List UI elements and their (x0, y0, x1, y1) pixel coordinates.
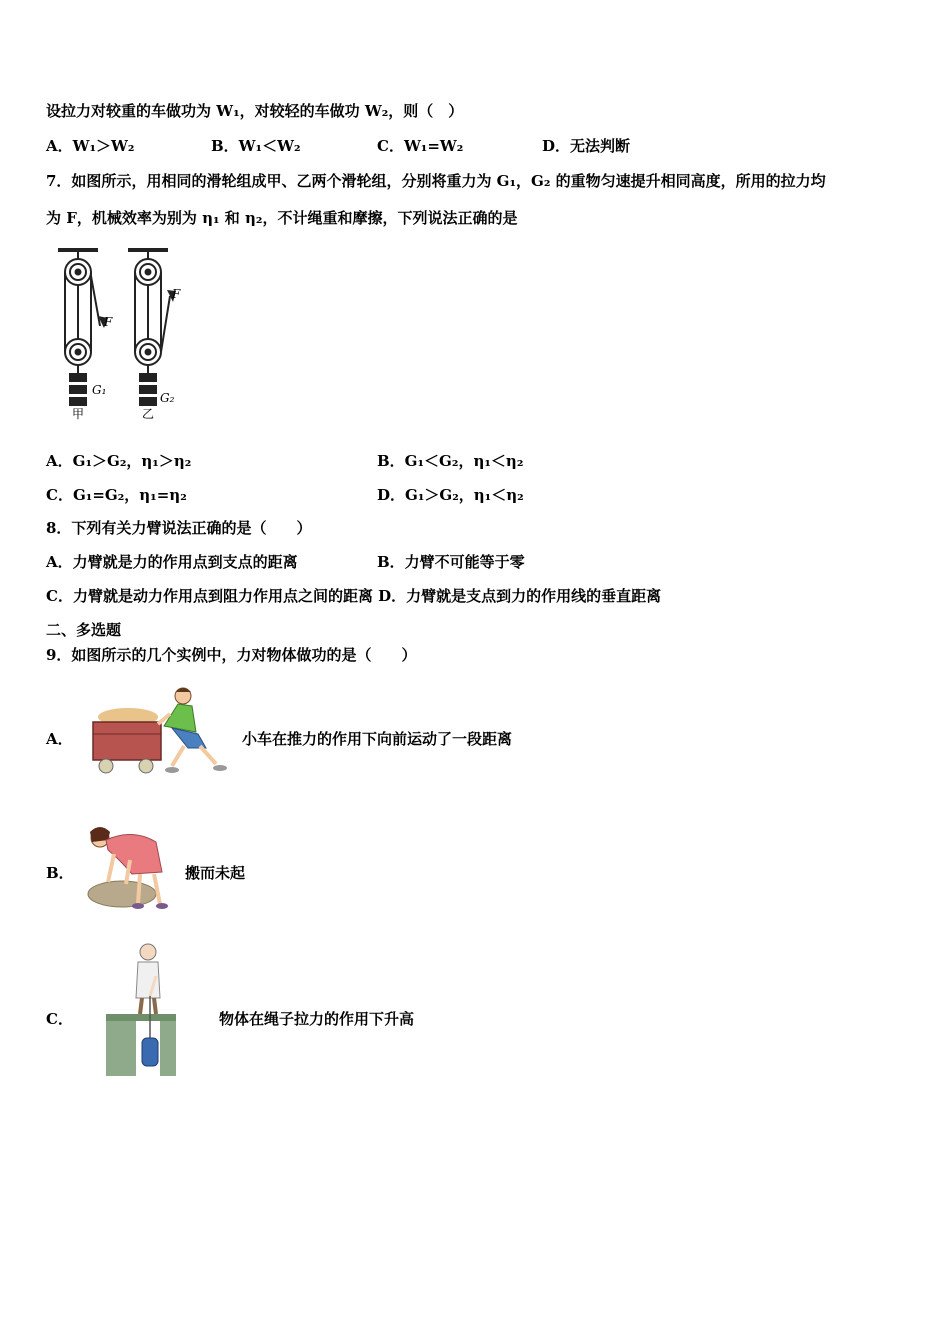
q8-option-a: A．力臂就是力的作用点到支点的距离 (46, 553, 298, 571)
pulley-figure (52, 246, 192, 421)
q6-option-b: B．W₁＜W₂ (211, 137, 301, 155)
system-label-right: 乙 (142, 407, 155, 421)
q9-b-text: 搬而未起 (185, 864, 246, 882)
system-label-left: 甲 (72, 407, 85, 421)
lifted-bottle (142, 1038, 158, 1066)
q9-c-text: 物体在绳子拉力的作用下升高 (219, 1010, 415, 1028)
q7-stem-line2: 为 F，机械效率为别为 η₁ 和 η₂，不计绳重和摩擦，下列说法正确的是 (46, 209, 518, 227)
platform (106, 1014, 176, 1021)
q7-option-a: A．G₁＞G₂，η₁＞η₂ (46, 452, 192, 470)
q7-option-c: C．G₁=G₂，η₁=η₂ (46, 486, 187, 504)
cart-wheel-back (139, 759, 153, 773)
ceiling-right (128, 248, 168, 252)
section-title: 二、多选题 (46, 621, 122, 639)
wall-left (106, 1020, 136, 1076)
q9-stem: 9．如图所示的几个实例中，力对物体做功的是（ ） (46, 646, 417, 664)
q6-option-c: C．W₁=W₂ (377, 137, 464, 155)
q9-a-text: 小车在推力的作用下向前运动了一段距离 (242, 730, 513, 748)
cart-body (93, 722, 161, 760)
q7-option-b: B．G₁＜G₂，η₁＜η₂ (377, 452, 524, 470)
pulley-system-right (135, 252, 170, 373)
ceiling-left (58, 248, 98, 252)
q8-option-cd: C．力臂就是动力作用点到阻力作用点之间的距离 D．力臂就是支点到力的作用线的垂直距离 (46, 587, 662, 605)
q6-option-a: A．W₁＞W₂ (46, 137, 135, 155)
lifting-girl-illustration (78, 820, 174, 910)
pulley-system-left (65, 252, 100, 373)
rope-lifting-illustration (100, 940, 210, 1080)
q8-option-b: B．力臂不可能等于零 (377, 553, 525, 571)
q6-option-d: D．无法判断 (542, 137, 631, 155)
old-man-figure (136, 944, 160, 1014)
weight-left (69, 373, 87, 406)
cart-wheel-front (99, 759, 113, 773)
weight-right (139, 373, 157, 406)
q8-stem: 8．下列有关力臂说法正确的是（ ） (46, 519, 312, 537)
force-label-left: F (104, 315, 113, 329)
force-label-right: F (172, 287, 181, 301)
wall-right (160, 1020, 176, 1076)
q9-b-letter: B． (46, 864, 74, 882)
cart-push-illustration (88, 684, 233, 776)
boy-figure (158, 688, 227, 773)
q7-option-d: D．G₁＞G₂，η₁＜η₂ (377, 486, 524, 504)
q9-a-letter: A． (46, 730, 73, 748)
q9-c-letter: C． (46, 1010, 73, 1028)
q7-stem-line1: 7．如图所示，用相同的滑轮组成甲、乙两个滑轮组，分别将重力为 G₁，G₂ 的重物匀速提升相同高度，所用的拉力均 (46, 172, 826, 190)
weight-label-right: G₂ (160, 391, 175, 405)
heavy-stone (88, 881, 156, 907)
weight-label-left: G₁ (92, 383, 107, 397)
q6-stem: 设拉力对较重的车做功为 W₁，对较轻的车做功 W₂，则（ ） (46, 102, 464, 120)
